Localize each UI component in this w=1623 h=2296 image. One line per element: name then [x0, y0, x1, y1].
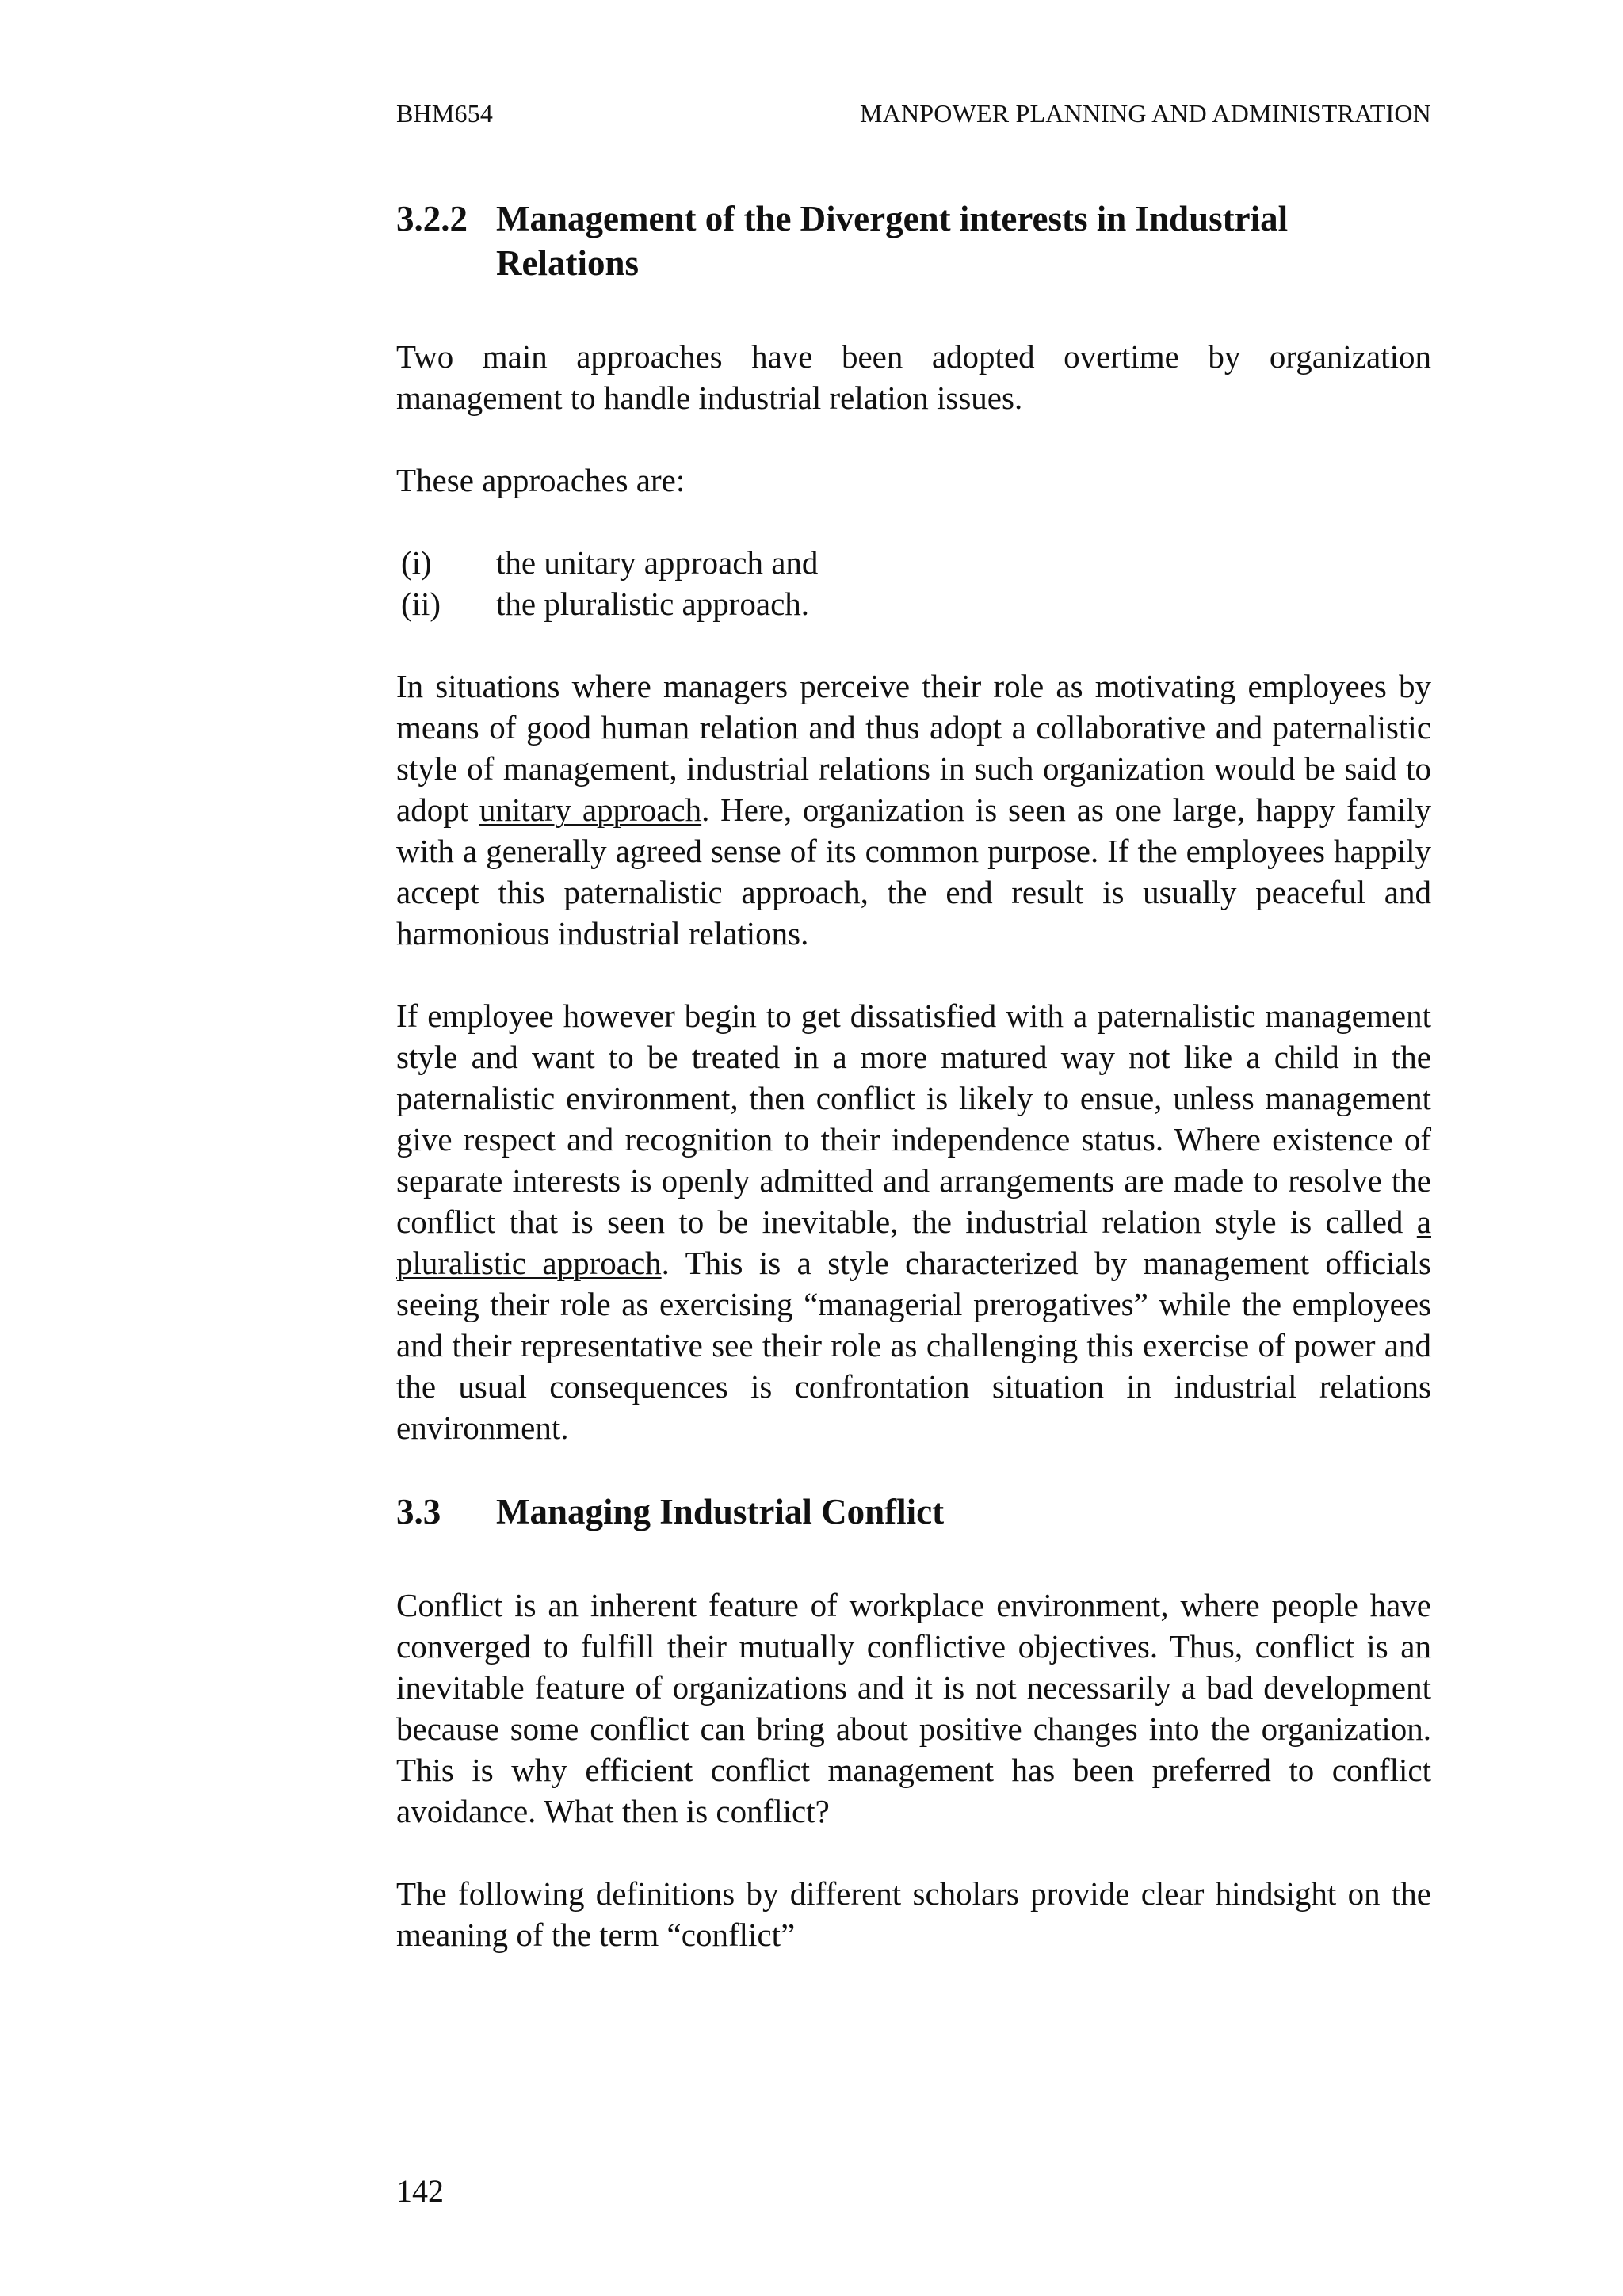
paragraph-conflict-definitions: The following definitions by different scholars provide clear hindsight on the meaning of the term “conflict”	[396, 1875, 1431, 1953]
list-item	[396, 583, 1431, 624]
section-heading-3-3	[396, 1489, 1431, 1534]
paragraph-text: If employee however begin to get dissatisfied with a paternalistic management style and want to be treated in a more matured way not like a child in the paternalistic environment, then conflict is likely to ensue, unless management give respect and recognition to their independence status. Where existence of separate interests is openly admitted and arrangements are made to resolve the conflict that is seen to be inevitable, the industrial relation style is called	[396, 997, 1431, 1240]
paragraph-approaches-are: These approaches are:	[396, 462, 685, 498]
paragraph-approaches-intro: Two main approaches have been adopted overtime by organization management to handle industrial relation issues.	[396, 338, 1431, 416]
section-number: 3.2.2	[396, 199, 468, 238]
underlined-term-pluralistic-approach: a pluralistic approach	[396, 1203, 1431, 1281]
list-item	[396, 542, 1431, 583]
list-item-text: the pluralistic approach.	[496, 585, 810, 622]
paragraph-text: In situations where managers perceive their role as motivating employees by means of good human relation and thus adopt a collaborative and paternalistic style of management, industrial relations in such organization would be said to adopt	[396, 668, 1431, 828]
approaches-list	[396, 542, 1431, 624]
underlined-term-unitary-approach: unitary approach	[479, 791, 702, 828]
paragraph-conflict-feature: Conflict is an inherent feature of workplace environment, where people have converged to fulfill their mutually conflictive objectives. Thus, conflict is an inevitable feature of organizations and it is not necessarily a bad development because some conflict can bring about positive changes into the organization. This is why efficient conflict management has been preferred to conflict avoidance. What then is conflict?	[396, 1587, 1431, 1829]
running-header	[396, 97, 1431, 129]
section-title: Managing Industrial Conflict	[496, 1492, 945, 1531]
section-title: Management of the Divergent interests in Industrial Relations	[496, 199, 1289, 283]
list-item-text: the unitary approach and	[496, 544, 819, 581]
paragraph-unitary-approach	[396, 666, 1431, 954]
page-number: 142	[396, 2173, 444, 2209]
page-content	[396, 196, 1431, 1955]
paragraph-text: . Here, organization is seen as one large, happy family with a generally agreed sense of its common purpose. If the employees happily accept this paternalistic approach, the end result is usually peaceful and harmonious industrial relations.	[396, 791, 1431, 952]
list-marker: (i)	[401, 544, 432, 581]
paragraph-pluralistic-approach	[396, 995, 1431, 1448]
section-number: 3.3	[396, 1492, 441, 1531]
list-marker: (ii)	[401, 585, 441, 622]
paragraph-text: . This is a style characterized by management officials seeing their role as exercising “managerial prerogatives” while the employees and their representative see their role as challenging this exercise of power and the usual consequences is confrontation situation in industrial relations environment.	[396, 1245, 1431, 1446]
course-title: MANPOWER PLANNING AND ADMINISTRATION	[860, 99, 1431, 128]
section-heading-3-2-2	[396, 196, 1431, 285]
course-code: BHM654	[396, 99, 494, 128]
